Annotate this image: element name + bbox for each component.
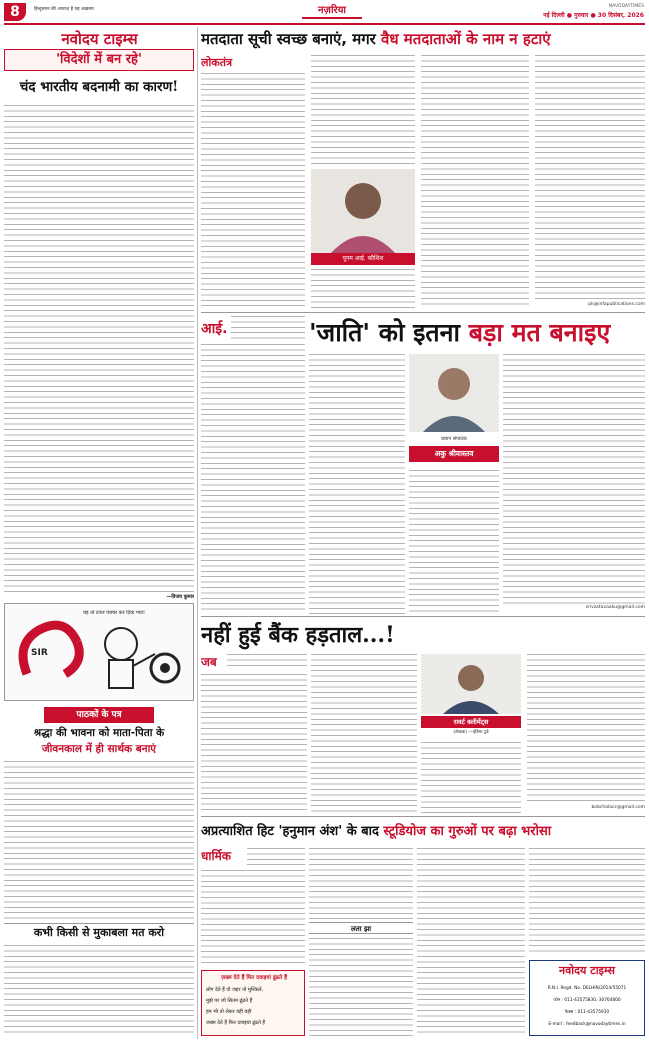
hanuman-article-col-1 [201, 870, 305, 966]
top-article-headline [201, 27, 645, 51]
editorial-byline: —विजय कुमार [166, 594, 194, 600]
poem-line-1: लोग देते हैं वो जहर तो मुश्किलें, [206, 987, 264, 993]
top-article-col-4 [535, 55, 645, 299]
hanuman-headline-part-1: अप्रत्याशित हिट 'हनुमान अंश' के बाद [201, 824, 379, 839]
editorial-block [4, 27, 194, 101]
middle-article-kicker: आई. [201, 321, 228, 337]
footer-line-2: फोन : 011-43575830, 30764800 [553, 998, 621, 1003]
middle-article-col-2 [309, 354, 405, 614]
rule-1 [201, 312, 645, 313]
bank-article-author: रावर्ट क्लीमेंट्स [421, 716, 521, 728]
middle-author-photo [409, 354, 499, 466]
bank-article-col-2 [311, 654, 417, 814]
hanuman-article [201, 820, 645, 1039]
middle-article-headline [309, 316, 645, 350]
headline-part-1: मतदाता सूची स्वच्छ बनाएं, मगर [201, 30, 376, 48]
middle-headline-part-1: 'जाति' को इतना [309, 318, 461, 347]
letters-text-2 [4, 945, 194, 1037]
top-article-col-2a [311, 55, 415, 165]
middle-article-col-4 [503, 354, 645, 604]
top-article-col-3 [421, 55, 529, 309]
poem-line-2: मुझे पर जो सितम ढूंढते हैं [206, 998, 253, 1004]
hanuman-article-headline [201, 820, 645, 844]
middle-article-lede [231, 316, 305, 340]
middle-article-author: अकु श्रीवास्तव [409, 446, 499, 462]
middle-headline-part-2: बड़ा मत बनाइए [468, 318, 611, 347]
column-divider [197, 27, 198, 1039]
footer-line-4: E-mail : feedback@navodaytimes.in [548, 1022, 626, 1027]
author-photo [311, 169, 415, 265]
editorial-text [4, 105, 194, 593]
page-number: 8 [4, 3, 26, 21]
bank-article-col-1 [201, 674, 307, 814]
top-article-author: पूनम आई. कौशिश [311, 253, 415, 265]
top-article-email: pk@infapublications.com [588, 302, 645, 307]
bank-article-col-4 [527, 654, 645, 804]
hanuman-article-lede [247, 848, 305, 866]
middle-article-col-1 [201, 344, 305, 614]
poem-box [201, 970, 305, 1036]
section-name: नज़रिया [302, 3, 362, 19]
footer-brand: नवोदय टाइम्स [559, 964, 615, 977]
poem-line-3: हम भी तो लेकर वही वही [206, 1009, 252, 1015]
editorial-subtitle: 'विदेशों में बन रहे' [4, 49, 194, 71]
author-portrait [311, 169, 415, 253]
middle-article [201, 316, 645, 614]
poem-line-4: जख्म देते हैं फिर दवाइयां ढूंढते हैं [206, 1020, 266, 1026]
hanuman-article-col-2b [309, 938, 413, 1036]
brand-title: नवोदय टाइम्स [61, 30, 138, 48]
bank-article [201, 620, 645, 814]
rule-3 [201, 816, 645, 817]
top-article-col-1 [201, 73, 305, 309]
letters-headline-1: श्रद्धा की भावना को माता-पिता के [33, 727, 165, 739]
dateline: नई दिल्ली ● गुरुवार ● 30 दिसंबर, 2026 [543, 12, 644, 19]
footer-line-3: फैक्स : 011-43575910 [564, 1010, 610, 1015]
poem-title: ज़ख्म देते हैं फिर दवाइयां ढूंढते हैं [221, 975, 287, 981]
bank-article-kicker: जब [201, 655, 217, 669]
cartoon [4, 603, 194, 701]
middle-article-email: srivastavaaku@gmail.com [585, 605, 645, 610]
bank-article-headline: नहीं हुई बैंक हड़ताल...! [201, 622, 395, 648]
top-article [201, 27, 645, 310]
letters-sub-headline: कभी किसी से मुकाबला मत करो [4, 923, 194, 941]
hanuman-article-author: लता झा [309, 922, 413, 934]
hanuman-article-col-3 [417, 848, 525, 1036]
page-header [4, 3, 645, 23]
top-article-col-2b [311, 269, 415, 309]
footer-line-1: R.N.I. Regd. No. DELHIN/2014/55071 [547, 986, 627, 991]
bank-article-col-3 [421, 742, 521, 814]
bank-author-portrait [421, 654, 521, 714]
rule-2 [201, 616, 645, 617]
hanuman-article-kicker: धार्मिक [201, 849, 231, 863]
hanuman-article-col-2a [309, 848, 413, 920]
cartoon-speech: यह तो टायर पंक्चर कर दिया गया! [83, 610, 145, 616]
middle-author-portrait [409, 354, 499, 432]
middle-author-note: प्रधान संपादक [441, 436, 467, 442]
letters-text-1 [4, 761, 194, 921]
middle-article-col-3 [409, 470, 499, 614]
header-rule [4, 23, 645, 25]
site-name: NAVODAYTIMES [608, 4, 644, 9]
hanuman-headline-part-2: स्टूडियोज का गुरुओं पर बढ़ा भरोसा [383, 824, 552, 839]
editorial-headline: चंद भारतीय बदनामी का कारण! [19, 79, 179, 95]
cartoon-tag: SIR [31, 648, 48, 658]
bank-author-note: (लेखक) —इंडिया टुडे [453, 730, 489, 735]
letters-headline-2: जीवनकाल में ही सार्थक बनाएं [41, 743, 157, 755]
letters-section-title: पाठकों के पत्र [44, 707, 154, 723]
bank-article-email: bobchalacc@gmail.com [591, 805, 645, 810]
headline-part-2: वैध मतदाताओं के नाम न हटाएं [381, 30, 551, 48]
left-column [4, 27, 194, 1039]
bank-author-photo [421, 654, 521, 738]
hanuman-article-col-4 [529, 848, 645, 954]
bank-article-lede [227, 654, 307, 670]
header-tagline: हिन्दुस्तान की आवाज़ है यह अख़बार [34, 7, 95, 12]
top-article-kicker: लोकतंत्र [201, 56, 233, 69]
footer-box [529, 960, 645, 1036]
